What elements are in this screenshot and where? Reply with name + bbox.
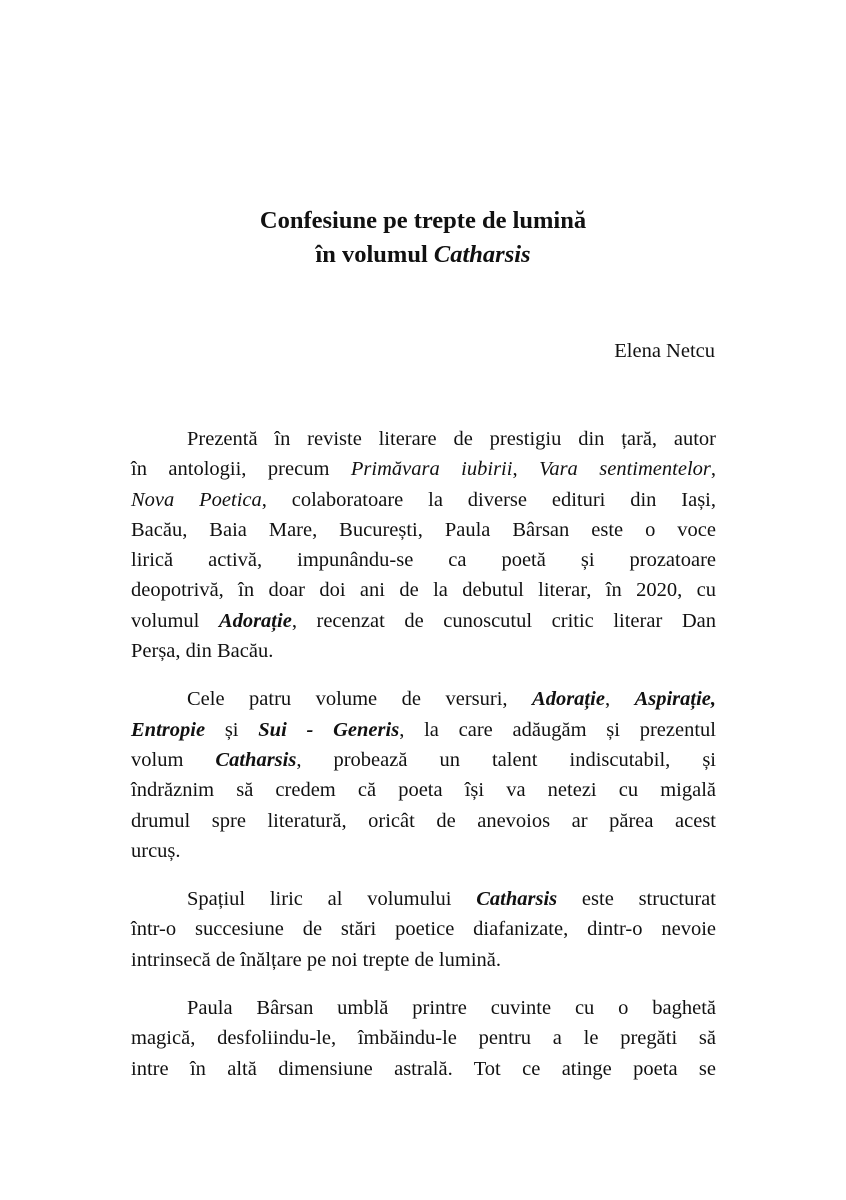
text-run: ,	[604, 688, 635, 711]
text-line	[131, 424, 716, 454]
text-run: și	[205, 718, 259, 741]
paragraph	[131, 884, 716, 975]
title-line-2	[0, 238, 846, 272]
title-book-name: Catharsis	[433, 241, 531, 268]
emphasized-title: Entropie	[131, 718, 206, 741]
author-name: Elena Netcu	[614, 340, 715, 362]
text-run: Perșa, din Bacău.	[131, 640, 274, 663]
text-run: volum	[131, 748, 216, 771]
text-run: ,	[512, 458, 540, 481]
emphasized-title: Sui - Generis	[258, 718, 400, 741]
emphasized-title: Catharsis	[476, 888, 558, 911]
emphasized-title: Nova Poetica	[131, 488, 262, 511]
text-run: ,	[710, 458, 716, 481]
text-line	[131, 806, 716, 836]
text-line	[131, 515, 716, 545]
text-run: volumul	[131, 609, 219, 632]
article-body	[131, 424, 716, 1102]
paragraph	[131, 993, 716, 1084]
text-run: , la care adăugăm și prezentul	[399, 718, 716, 741]
emphasized-title: Catharsis	[215, 748, 297, 771]
text-line	[131, 1023, 716, 1053]
text-run: într-o succesiune de stări poetice diafanizate, dintr-o nevoie	[131, 918, 716, 941]
text-line	[131, 636, 716, 666]
text-run: magică, desfoliindu-le, îmbăindu-le pentru a le pregăti să	[131, 1027, 716, 1050]
text-line	[131, 775, 716, 805]
emphasized-title: Vara sentimentelor	[539, 458, 711, 481]
text-line	[131, 1054, 716, 1084]
paragraph	[131, 424, 716, 666]
text-run: drumul spre literatură, oricât de anevoios ar părea acest	[131, 809, 716, 832]
title-prefix: în volumul	[315, 241, 434, 268]
text-line	[131, 914, 716, 944]
text-line	[131, 884, 716, 914]
text-line	[131, 606, 716, 636]
text-run: intrinsecă de înălțare pe noi trepte de lumină.	[131, 948, 501, 971]
text-run: este structurat	[557, 888, 716, 911]
text-line	[131, 836, 716, 866]
text-line	[131, 993, 716, 1023]
text-line	[131, 454, 716, 484]
text-line	[131, 485, 716, 515]
text-line	[131, 745, 716, 775]
title-line-1: Confesiune pe trepte de lumină	[259, 207, 587, 234]
text-run: intre în altă dimensiune astrală. Tot ce atinge poeta se	[131, 1057, 716, 1080]
text-line	[131, 945, 716, 975]
text-run: Cele patru volume de versuri,	[187, 688, 533, 711]
text-run: , colaboratoare la diverse edituri din Iași,	[261, 488, 716, 511]
emphasized-title: Adorație	[532, 688, 605, 711]
text-run: Bacău, Baia Mare, București, Paula Bârsan este o voce	[131, 518, 716, 541]
emphasized-title: Adorație	[218, 609, 292, 632]
text-line	[131, 684, 716, 714]
text-line	[131, 575, 716, 605]
text-run: urcuș.	[131, 839, 181, 862]
article-title	[0, 204, 846, 272]
text-run: îndrăznim să credem că poeta își va netezi cu migală	[131, 779, 716, 802]
text-line	[131, 545, 716, 575]
text-run: Prezentă în reviste literare de prestigiu din țară, autor	[187, 428, 716, 450]
text-line	[131, 715, 716, 745]
emphasized-title: Aspirație,	[634, 688, 717, 711]
text-run: deopotrivă, în doar doi ani de la debutul literar, în 2020, cu	[131, 579, 716, 602]
text-run: , recenzat de cunoscutul critic literar Dan	[291, 609, 716, 632]
text-run: în antologii, precum	[131, 458, 351, 481]
text-run: , probează un talent indiscutabil, și	[296, 748, 716, 771]
emphasized-title: Primăvara iubirii	[350, 458, 513, 481]
paragraph	[131, 684, 716, 866]
text-run: Paula Bârsan umblă printre cuvinte cu o baghetă	[187, 997, 716, 1020]
text-run: lirică activă, impunându-se ca poetă și prozatoare	[131, 549, 716, 572]
text-run: Spațiul liric al volumului	[187, 888, 477, 911]
